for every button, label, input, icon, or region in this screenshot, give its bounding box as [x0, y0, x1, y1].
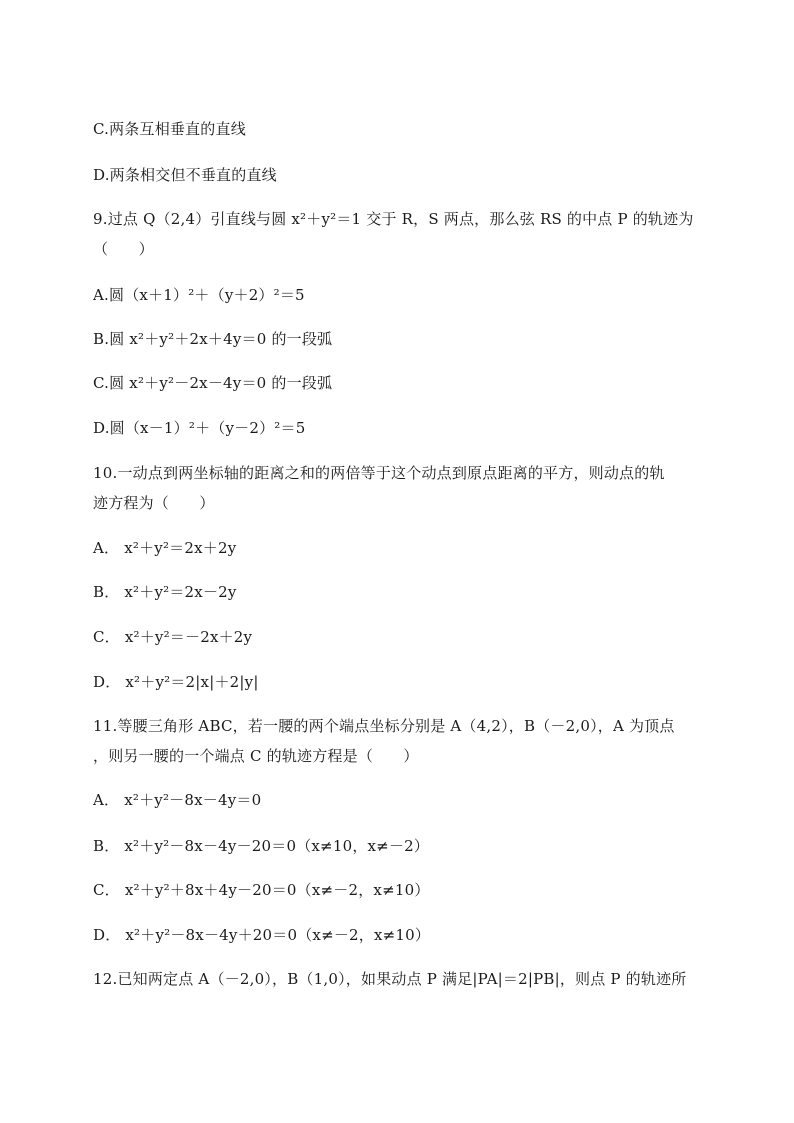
q11-option-c: C． x²＋y²＋8x＋4y－20＝0（x≠－2，x≠10） — [93, 881, 430, 899]
q9-option-d: D.圆（x－1）²＋（y－2）²＝5 — [93, 419, 306, 437]
q11-stem-line-2: ，则另一腰的一个端点 C 的轨迹方程是（ ） — [93, 747, 419, 765]
q9-stem-line-2: （ ） — [93, 240, 154, 258]
q9-option-c: C.圆 x²＋y²－2x－4y＝0 的一段弧 — [93, 374, 333, 392]
q11-option-a: A． x²＋y²－8x－4y＝0 — [93, 791, 262, 809]
q10-stem-line-2: 迹方程为（ ） — [93, 494, 215, 512]
q9-stem-line-1: 9.过点 Q（2,4）引直线与圆 x²＋y²＝1 交于 R，S 两点，那么弦 RS 的中点 P 的轨迹为 — [93, 210, 694, 228]
q9-option-b: B.圆 x²＋y²＋2x＋4y＝0 的一段弧 — [93, 330, 333, 348]
q9-option-a: A.圆（x＋1）²＋（y＋2）²＝5 — [93, 286, 305, 304]
q8-option-c: C.两条互相垂直的直线 — [93, 120, 246, 138]
q10-option-b: B． x²＋y²＝2x－2y — [93, 583, 237, 601]
q11-option-b: B． x²＋y²－8x－4y－20＝0（x≠10，x≠－2） — [93, 837, 430, 855]
q11-option-d: D． x²＋y²－8x－4y＋20＝0（x≠－2，x≠10） — [93, 926, 431, 944]
q8-option-d: D.两条相交但不垂直的直线 — [93, 166, 277, 184]
q10-option-a: A． x²＋y²＝2x＋2y — [93, 539, 237, 557]
q10-option-d: D． x²＋y²＝2|x|＋2|y| — [93, 673, 259, 691]
q11-stem-line-1: 11.等腰三角形 ABC，若一腰的两个端点坐标分别是 A（4,2），B（－2,0），A 为顶点 — [93, 717, 675, 735]
q10-option-c: C． x²＋y²＝－2x＋2y — [93, 628, 253, 646]
q12-stem-line-1: 12.已知两定点 A（－2,0），B（1,0），如果动点 P 满足|PA|＝2|PB|，则点 P 的轨迹所 — [93, 970, 687, 988]
q10-stem-line-1: 10.一动点到两坐标轴的距离之和的两倍等于这个动点到原点距离的平方，则动点的轨 — [93, 464, 665, 482]
